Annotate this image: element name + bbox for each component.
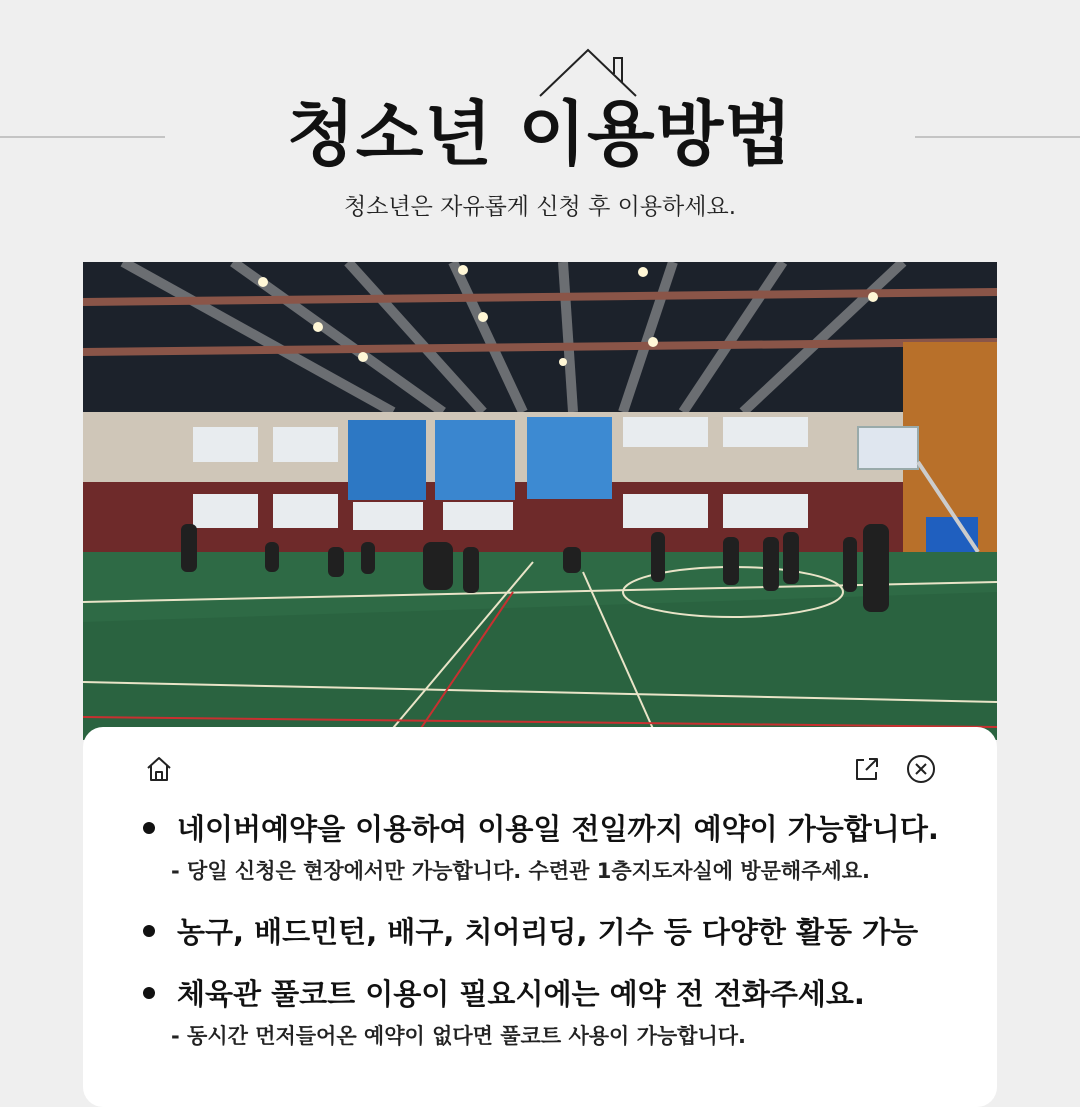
home-icon[interactable]	[145, 755, 173, 783]
info-item-note: - 당일 신청은 현장에서만 가능합니다. 수련관 1층지도자실에 방문해주세요.	[171, 859, 871, 883]
banner-2	[435, 420, 515, 500]
close-circle-icon[interactable]	[906, 754, 936, 784]
info-item-text: 농구, 배드민턴, 배구, 치어리딩, 기수 등 다양한 활동 가능	[177, 915, 919, 949]
page-subtitle: 청소년은 자유롭게 신청 후 이용하세요.	[343, 194, 737, 220]
info-item-text: 체육관 풀코트 이용이 필요시에는 예약 전 전화주세요.	[177, 977, 865, 1011]
banner-1	[348, 420, 426, 500]
info-item-3	[143, 972, 977, 1013]
banner-3	[527, 417, 612, 499]
info-item-text: 네이버예약을 이용하여 이용일 전일까지 예약이 가능합니다.	[177, 812, 939, 846]
bullet-dot	[143, 987, 155, 999]
bullet-dot	[143, 822, 155, 834]
bullet-dot	[143, 925, 155, 937]
info-item-1	[143, 807, 977, 848]
info-item-2	[143, 910, 977, 951]
external-link-icon[interactable]	[853, 755, 881, 783]
info-item-note: - 동시간 먼저들어온 예약이 없다면 풀코트 사용이 가능합니다.	[171, 1024, 747, 1048]
page-title: 청소년 이용방법	[287, 93, 793, 175]
info-card	[83, 727, 997, 1107]
gym-photo	[83, 262, 997, 740]
